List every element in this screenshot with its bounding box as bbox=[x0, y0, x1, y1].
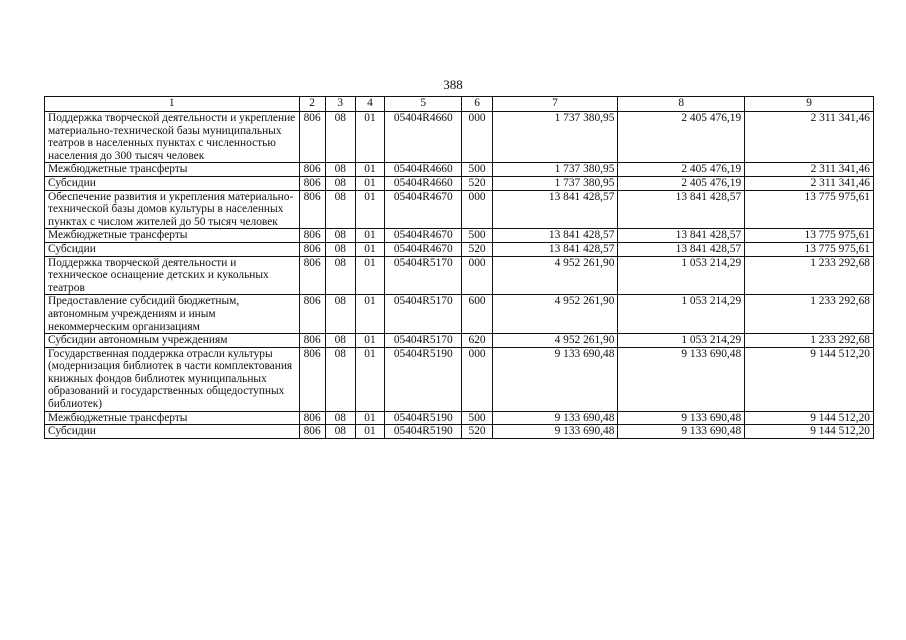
subsection-code-cell: 01 bbox=[355, 425, 384, 439]
table-row bbox=[45, 295, 874, 334]
amount-col7-cell: 1 737 380,95 bbox=[492, 163, 618, 177]
department-code-cell: 806 bbox=[299, 190, 325, 229]
expense-type-cell: 600 bbox=[462, 295, 492, 334]
target-article-cell: 05404R4670 bbox=[385, 229, 462, 243]
department-code-cell: 806 bbox=[299, 256, 325, 295]
amount-col8-cell: 13 841 428,57 bbox=[618, 242, 745, 256]
table-row bbox=[45, 425, 874, 439]
department-code-cell: 806 bbox=[299, 334, 325, 348]
amount-col8-cell: 9 133 690,48 bbox=[618, 411, 745, 425]
department-code-cell: 806 bbox=[299, 425, 325, 439]
row-name-cell: Субсидии автономным учреждениям bbox=[45, 334, 300, 348]
department-code-cell: 806 bbox=[299, 347, 325, 411]
target-article-cell: 05404R4670 bbox=[385, 190, 462, 229]
amount-col8-cell: 1 053 214,29 bbox=[618, 256, 745, 295]
column-header: 9 bbox=[745, 97, 874, 112]
row-name-cell: Межбюджетные трансферты bbox=[45, 163, 300, 177]
amount-col8-cell: 1 053 214,29 bbox=[618, 295, 745, 334]
page-number: 388 bbox=[443, 77, 463, 92]
target-article-cell: 05404R5170 bbox=[385, 295, 462, 334]
amount-col7-cell: 9 133 690,48 bbox=[492, 411, 618, 425]
row-name-cell: Субсидии bbox=[45, 176, 300, 190]
expense-type-cell: 000 bbox=[462, 112, 492, 163]
department-code-cell: 806 bbox=[299, 242, 325, 256]
subsection-code-cell: 01 bbox=[355, 163, 384, 177]
amount-col7-cell: 1 737 380,95 bbox=[492, 112, 618, 163]
row-name-cell: Субсидии bbox=[45, 425, 300, 439]
amount-col9-cell: 9 144 512,20 bbox=[745, 425, 874, 439]
table-row bbox=[45, 347, 874, 411]
amount-col7-cell: 13 841 428,57 bbox=[492, 242, 618, 256]
column-header: 8 bbox=[618, 97, 745, 112]
expense-type-cell: 000 bbox=[462, 256, 492, 295]
amount-col7-cell: 4 952 261,90 bbox=[492, 256, 618, 295]
amount-col9-cell: 13 775 975,61 bbox=[745, 190, 874, 229]
expense-type-cell: 000 bbox=[462, 347, 492, 411]
amount-col7-cell: 1 737 380,95 bbox=[492, 176, 618, 190]
amount-col7-cell: 13 841 428,57 bbox=[492, 229, 618, 243]
amount-col7-cell: 9 133 690,48 bbox=[492, 425, 618, 439]
section-code-cell: 08 bbox=[325, 112, 355, 163]
amount-col8-cell: 2 405 476,19 bbox=[618, 112, 745, 163]
target-article-cell: 05404R4660 bbox=[385, 163, 462, 177]
subsection-code-cell: 01 bbox=[355, 190, 384, 229]
amount-col8-cell: 9 133 690,48 bbox=[618, 347, 745, 411]
subsection-code-cell: 01 bbox=[355, 176, 384, 190]
section-code-cell: 08 bbox=[325, 242, 355, 256]
budget-table bbox=[44, 96, 874, 439]
row-name-cell: Поддержка творческой деятельности и техническое оснащение детских и кукольных театров bbox=[45, 256, 300, 295]
column-header: 5 bbox=[385, 97, 462, 112]
column-header: 1 bbox=[45, 97, 300, 112]
table-row bbox=[45, 190, 874, 229]
department-code-cell: 806 bbox=[299, 163, 325, 177]
amount-col9-cell: 1 233 292,68 bbox=[745, 256, 874, 295]
department-code-cell: 806 bbox=[299, 295, 325, 334]
section-code-cell: 08 bbox=[325, 334, 355, 348]
row-name-cell: Государственная поддержка отрасли культуры (модернизация библиотек в части комплектования книжных фондов библиотек муниципальных образований и государственных общедоступных библиотек) bbox=[45, 347, 300, 411]
expense-type-cell: 520 bbox=[462, 176, 492, 190]
amount-col8-cell: 13 841 428,57 bbox=[618, 190, 745, 229]
target-article-cell: 05404R4670 bbox=[385, 242, 462, 256]
amount-col7-cell: 13 841 428,57 bbox=[492, 190, 618, 229]
amount-col7-cell: 4 952 261,90 bbox=[492, 334, 618, 348]
target-article-cell: 05404R5190 bbox=[385, 411, 462, 425]
target-article-cell: 05404R5190 bbox=[385, 347, 462, 411]
subsection-code-cell: 01 bbox=[355, 229, 384, 243]
column-header: 3 bbox=[325, 97, 355, 112]
section-code-cell: 08 bbox=[325, 163, 355, 177]
amount-col9-cell: 9 144 512,20 bbox=[745, 411, 874, 425]
subsection-code-cell: 01 bbox=[355, 256, 384, 295]
amount-col8-cell: 1 053 214,29 bbox=[618, 334, 745, 348]
expense-type-cell: 500 bbox=[462, 411, 492, 425]
row-name-cell: Межбюджетные трансферты bbox=[45, 411, 300, 425]
amount-col9-cell: 9 144 512,20 bbox=[745, 347, 874, 411]
table-row bbox=[45, 334, 874, 348]
section-code-cell: 08 bbox=[325, 256, 355, 295]
amount-col8-cell: 9 133 690,48 bbox=[618, 425, 745, 439]
target-article-cell: 05404R4660 bbox=[385, 176, 462, 190]
target-article-cell: 05404R5190 bbox=[385, 425, 462, 439]
subsection-code-cell: 01 bbox=[355, 295, 384, 334]
amount-col8-cell: 2 405 476,19 bbox=[618, 176, 745, 190]
expense-type-cell: 620 bbox=[462, 334, 492, 348]
row-name-cell: Поддержка творческой деятельности и укрепление материально-технической базы муниципальных театров в населенных пунктах с численностью населения до 300 тысяч человек bbox=[45, 112, 300, 163]
section-code-cell: 08 bbox=[325, 425, 355, 439]
table-row bbox=[45, 256, 874, 295]
section-code-cell: 08 bbox=[325, 229, 355, 243]
column-header: 2 bbox=[299, 97, 325, 112]
amount-col9-cell: 2 311 341,46 bbox=[745, 176, 874, 190]
target-article-cell: 05404R4660 bbox=[385, 112, 462, 163]
header-row bbox=[45, 97, 874, 112]
expense-type-cell: 520 bbox=[462, 242, 492, 256]
amount-col8-cell: 2 405 476,19 bbox=[618, 163, 745, 177]
amount-col9-cell: 2 311 341,46 bbox=[745, 112, 874, 163]
row-name-cell: Обеспечение развития и укрепления материально-технической базы домов культуры в населенных пунктах с числом жителей до 50 тысяч человек bbox=[45, 190, 300, 229]
amount-col7-cell: 9 133 690,48 bbox=[492, 347, 618, 411]
table-row bbox=[45, 112, 874, 163]
subsection-code-cell: 01 bbox=[355, 411, 384, 425]
department-code-cell: 806 bbox=[299, 112, 325, 163]
table-row bbox=[45, 229, 874, 243]
section-code-cell: 08 bbox=[325, 295, 355, 334]
department-code-cell: 806 bbox=[299, 411, 325, 425]
expense-type-cell: 500 bbox=[462, 229, 492, 243]
section-code-cell: 08 bbox=[325, 411, 355, 425]
table-row bbox=[45, 163, 874, 177]
column-header: 7 bbox=[492, 97, 618, 112]
section-code-cell: 08 bbox=[325, 347, 355, 411]
amount-col9-cell: 13 775 975,61 bbox=[745, 229, 874, 243]
column-header: 6 bbox=[462, 97, 492, 112]
subsection-code-cell: 01 bbox=[355, 112, 384, 163]
amount-col8-cell: 13 841 428,57 bbox=[618, 229, 745, 243]
amount-col9-cell: 1 233 292,68 bbox=[745, 334, 874, 348]
amount-col9-cell: 13 775 975,61 bbox=[745, 242, 874, 256]
amount-col9-cell: 1 233 292,68 bbox=[745, 295, 874, 334]
department-code-cell: 806 bbox=[299, 229, 325, 243]
subsection-code-cell: 01 bbox=[355, 347, 384, 411]
amount-col9-cell: 2 311 341,46 bbox=[745, 163, 874, 177]
table-body bbox=[45, 97, 874, 439]
row-name-cell: Межбюджетные трансферты bbox=[45, 229, 300, 243]
row-name-cell: Предоставление субсидий бюджетным, автономным учреждениям и иным некоммерческим организациям bbox=[45, 295, 300, 334]
amount-col7-cell: 4 952 261,90 bbox=[492, 295, 618, 334]
expense-type-cell: 520 bbox=[462, 425, 492, 439]
expense-type-cell: 000 bbox=[462, 190, 492, 229]
table-row bbox=[45, 176, 874, 190]
target-article-cell: 05404R5170 bbox=[385, 334, 462, 348]
row-name-cell: Субсидии bbox=[45, 242, 300, 256]
column-header: 4 bbox=[355, 97, 384, 112]
subsection-code-cell: 01 bbox=[355, 334, 384, 348]
table-row bbox=[45, 411, 874, 425]
expense-type-cell: 500 bbox=[462, 163, 492, 177]
section-code-cell: 08 bbox=[325, 176, 355, 190]
department-code-cell: 806 bbox=[299, 176, 325, 190]
subsection-code-cell: 01 bbox=[355, 242, 384, 256]
target-article-cell: 05404R5170 bbox=[385, 256, 462, 295]
section-code-cell: 08 bbox=[325, 190, 355, 229]
table-row bbox=[45, 242, 874, 256]
